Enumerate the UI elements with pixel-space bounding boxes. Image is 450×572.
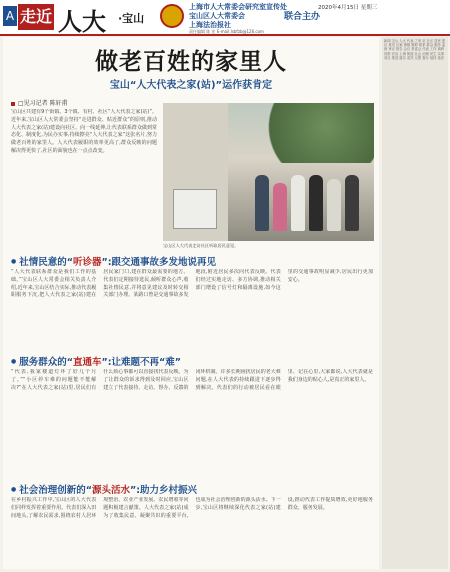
section-3-title [11,482,197,496]
right-rail-text: 新闻 宝山 人大 代表 之家 站 社区 居民 建议 意见 议案 街镇 履职 联系 群众 服务 监督 审议 报告 会议 常委会 代表 工作 调研 视察 法治 上海 街道 社会 治理 民生 实事 项目 推进 落实 成效 反馈 督办 接待 选民 [384,39,446,60]
logo-zou: 走近 [18,4,54,30]
section-2-title-c: ”:让难题不再“难” [101,357,182,368]
sponsor-1: 上海市人大常委会研究室宣传处 [189,3,287,11]
section-1-text: “人大代表联系群众是我们工作的基础。”宝山区人大常委会相关负责人介绍,近年来,宝山区结合实际,推动代表履职服务下沉,把人大代表之家(站)建在居民家门口,建在群众最需要的地方。代表们定期接待选民,倾听群众心声,收集社情民意,并将意见建议及时转交相关部门办理。某路口曾是交通事故多发地段,附近居民多次向代表反映。代表们经过实地走访、多方协调,推动相关部门增设了信号灯和隔离设施,如今这里的交通事故明显减少,居民出行更加安心。 [11,269,373,299]
section-1-title-highlight: 听诊器 [73,257,102,268]
section-badge: A [3,6,17,26]
section-3-title-a: 社会治理创新的“ [19,485,92,496]
photo-person [309,175,323,231]
sponsor-3: 上海法治报社 [189,21,231,29]
logo-renda: 人大 [58,7,106,36]
byline: □见习记者 陈轩甫 [11,98,68,107]
editor-line: 责任编辑 陈 宏 E-mail:lsbfzb@126.com [189,29,264,34]
photo-air-conditioner [173,189,217,229]
photo-person [345,175,359,231]
subheadline: 宝山“人大代表之家(站)”运作获肯定 [109,80,273,91]
photo-person [291,175,305,231]
photo-tree [254,103,374,163]
photo-caption: 宝山区人大代表走访社区听取居民意见。 [163,243,239,248]
logo-district: ·宝山 [118,12,145,25]
section-1-title [11,254,216,268]
photo-person [273,183,287,231]
section-1-title-a: 社情民意的“ [19,257,73,268]
right-rail [382,37,448,569]
section-2-text: “代表,我家楼道灯坏了好几个月了。”“小区停车难的问题能不能解决?”在人大代表之家(站)里,居民们有什么烦心事都可以直接找代表反映。为了让群众的诉求得到及时回应,宝山区建立了代表接待、走访、督办、反馈的闭环机制。许多长期困扰居民的老大难问题,在人大代表的持续跟进下逐步得到解决。代表们的行动被居民看在眼里、记在心里,大家都说,人大代表就是我们身边的贴心人,是真正的家里人。 [11,369,373,391]
section-2-title-a: 服务群众的“ [19,357,73,368]
photo-person [255,175,269,231]
sponsor-list [189,3,287,30]
sponsor-2: 宝山区人大常委会 [189,12,245,20]
dateline: 2020年4月15日 星期三 [318,5,378,11]
intro-text: 宝山区共建有9个街镇、3个镇、有村、社区“人大代表之家(站)”。近年来,宝山区人大常委会坚持“走进群众、贴近群众”的原则,推动人大代表之家(站)建设向社区、向一线延伸,让代表联系群众做到常态化、制度化,为民办实事,持续擦亮“人大代表之家”这张名片,努力做老百姓的家里人。人大代表履职的效率更高了,群众反映的问题解决得更快了,社区的面貌也在一点点改变。 [11,109,157,154]
section-3-text: 在乡村振兴工作中,宝山区的人大代表们同样发挥着重要作用。代表们深入田间地头,了解农民需求,围绕农村人居环境整治、农业产业发展、农民增收等问题积极建言献策。人大代表之家(站)成为了收集民意、凝聚共识的重要平台,也成为社会治理创新的源头活水。下一步,宝山区将继续深化代表之家(站)建设,推动代表工作提质增效,更好地服务群众、服务发展。 [11,497,373,519]
news-photo [163,103,374,241]
section-1-title-c: ”:跟交通事故多发地说再见 [101,257,217,268]
section-2-title-highlight: 直通车 [73,357,102,368]
emblem-icon [160,4,184,28]
photo-person [327,179,341,231]
section-3-title-c: ”:助力乡村振兴 [130,485,198,496]
co-host-label: 联合主办 [284,12,321,22]
section-3-title-highlight: 源头活水 [92,485,131,496]
headline: 做老百姓的家里人 [95,48,287,75]
masthead [0,0,450,36]
article-body [3,37,379,569]
section-2-title [11,354,181,368]
